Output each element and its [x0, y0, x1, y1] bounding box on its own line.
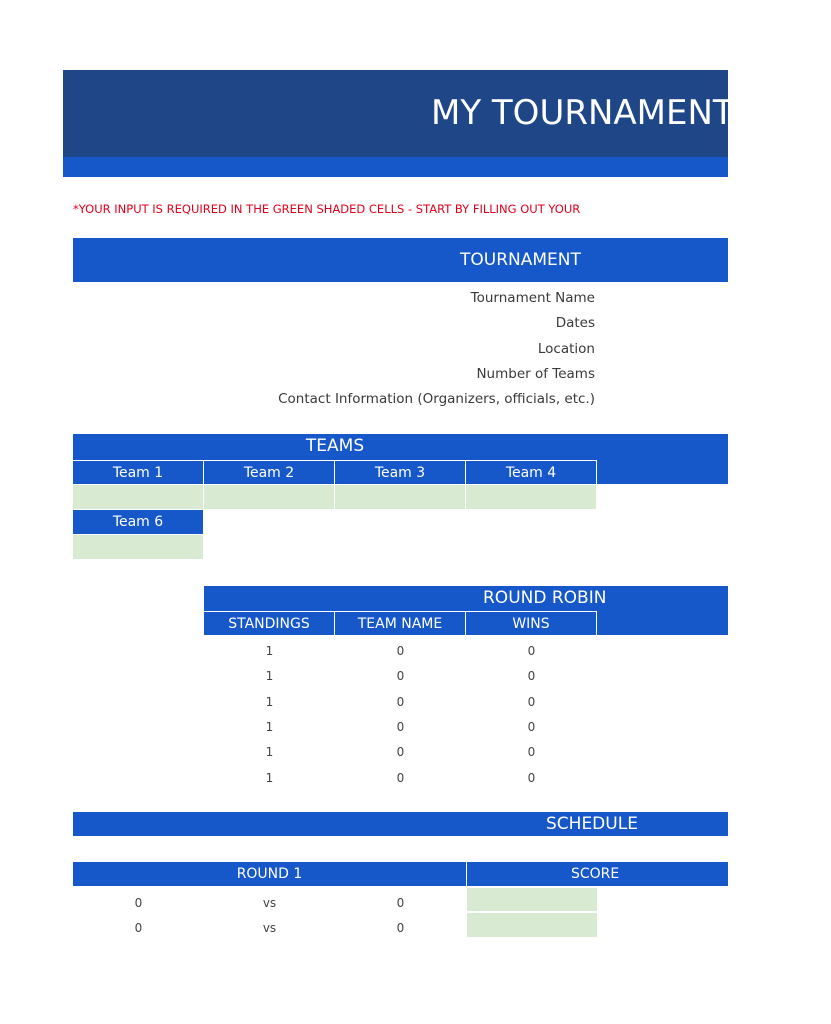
field-label-number-of-teams: Number of Teams	[476, 366, 595, 382]
team-name-cell: 0	[396, 695, 405, 709]
team-name-cell: 0	[396, 771, 405, 785]
teams-section-title: TEAMS	[305, 436, 365, 456]
team-header-4: Team 4	[466, 460, 597, 484]
col-header-wins: WINS	[466, 611, 597, 635]
match-vs: vs	[262, 896, 277, 910]
team-input-6[interactable]	[73, 535, 203, 559]
team-name-cell: 0	[396, 644, 405, 658]
team-header-2: Team 2	[204, 460, 335, 484]
tournament-section-title: TOURNAMENT	[460, 250, 581, 270]
standings-cell: 1	[265, 644, 274, 658]
tournament-title-clip	[73, 238, 597, 282]
match-team-a: 0	[134, 896, 143, 910]
round-1-label: ROUND 1	[236, 866, 303, 882]
field-label-location: Location	[537, 341, 595, 357]
team-input-3[interactable]	[335, 485, 466, 509]
score-input[interactable]	[467, 913, 597, 937]
team-name-cell: 0	[396, 745, 405, 759]
field-label-tournament-name: Tournament Name	[470, 290, 595, 306]
wins-cell: 0	[527, 669, 536, 683]
input-required-note: *YOUR INPUT IS REQUIRED IN THE GREEN SHADED CELLS - START BY FILLING OUT YOUR	[73, 202, 581, 216]
schedule-title-clip	[73, 812, 638, 836]
wins-cell: 0	[527, 644, 536, 658]
round-robin-title: ROUND ROBIN	[483, 588, 607, 608]
team-input-4[interactable]	[466, 485, 597, 509]
wins-cell: 0	[527, 695, 536, 709]
team-input-2[interactable]	[204, 485, 335, 509]
field-label-contact-information: Contact Information (Organizers, officials, etc.)	[278, 391, 595, 407]
score-label-clip	[467, 862, 620, 886]
match-vs: vs	[262, 921, 277, 935]
standings-cell: 1	[265, 720, 274, 734]
col-header-standings: STANDINGS	[204, 611, 335, 635]
team-header-3: Team 3	[335, 460, 466, 484]
score-input[interactable]	[467, 888, 597, 912]
standings-cell: 1	[265, 745, 274, 759]
team-name-cell: 0	[396, 720, 405, 734]
wins-cell: 0	[527, 745, 536, 759]
match-team-a: 0	[134, 921, 143, 935]
standings-cell: 1	[265, 771, 274, 785]
header-title-clip	[63, 70, 734, 156]
round-robin-title-clip	[204, 586, 607, 610]
wins-cell: 0	[527, 720, 536, 734]
header-underline	[63, 157, 728, 177]
match-team-b: 0	[396, 921, 405, 935]
team-name-cell: 0	[396, 669, 405, 683]
standings-cell: 1	[265, 669, 274, 683]
field-label-dates: Dates	[555, 315, 595, 331]
team-header-6: Team 6	[73, 510, 203, 534]
team-header-1: Team 1	[73, 460, 204, 484]
schedule-title: SCHEDULE	[546, 814, 638, 834]
page-title: MY TOURNAMENT	[431, 93, 734, 133]
match-team-b: 0	[396, 896, 405, 910]
standings-cell: 1	[265, 695, 274, 709]
score-label: SCORE	[571, 866, 620, 882]
wins-cell: 0	[527, 771, 536, 785]
col-header-team-name: TEAM NAME	[335, 611, 466, 635]
team-input-1[interactable]	[73, 485, 204, 509]
